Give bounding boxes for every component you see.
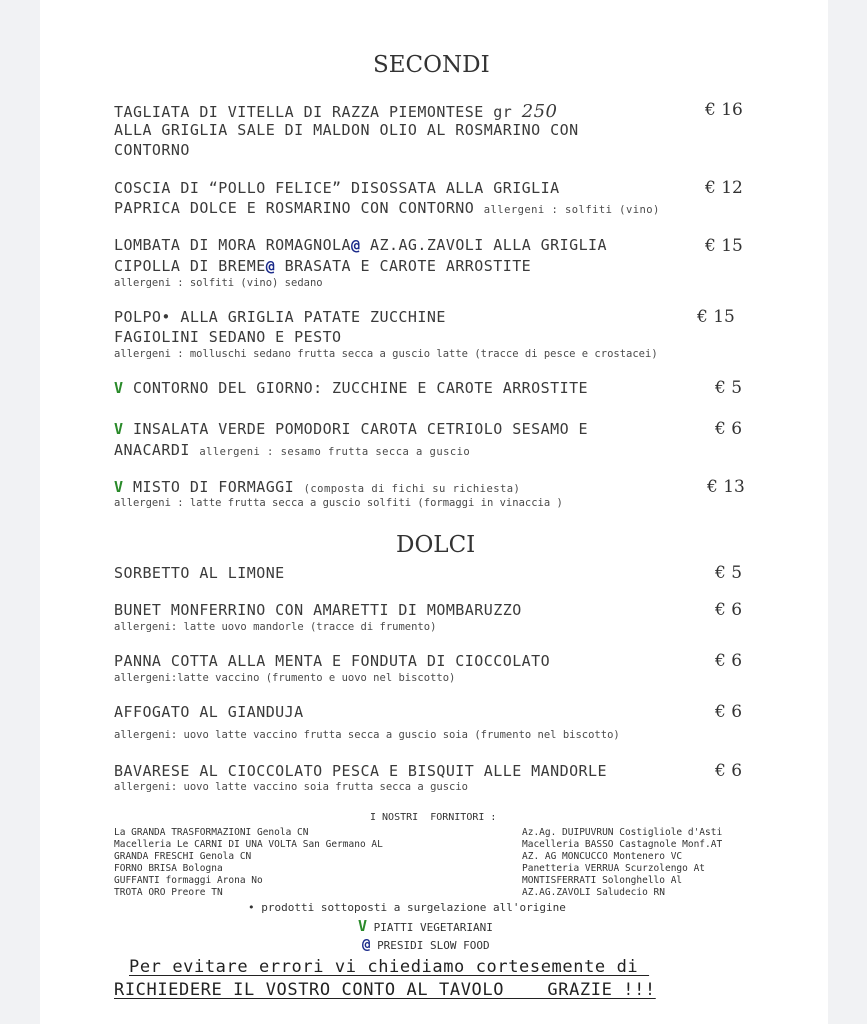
- menu-item-affogato: AFFOGATO AL GIANDUJA: [114, 703, 304, 721]
- menu-item-sorbetto: SORBETTO AL LIMONE: [114, 564, 285, 582]
- supplier-left: FORNO BRISA Bologna: [114, 863, 223, 874]
- item-price: € 12: [705, 178, 743, 198]
- item-price: € 6: [715, 761, 743, 781]
- item-text: CONTORNO DEL GIORNO: ZUCCHINE E CAROTE ARROSTITE: [123, 379, 589, 397]
- item-line: CONTORNO: [114, 141, 190, 159]
- item-price: € 6: [715, 651, 743, 671]
- section-title-secondi: SECONDI: [373, 52, 490, 78]
- vegetarian-icon: V: [114, 379, 124, 397]
- footer-line-1: Per evitare errori vi chiediamo cortesemente di: [129, 957, 650, 977]
- item-text: PAPRICA DOLCE E ROSMARINO CON CONTORNO: [114, 199, 484, 217]
- vegetarian-icon: V: [358, 917, 368, 935]
- supplier-left: GRANDA FRESCHI Genola CN: [114, 851, 252, 862]
- menu-item-bunet: BUNET MONFERRINO CON AMARETTI DI MOMBARUZZO: [114, 601, 522, 619]
- suppliers-title: I NOSTRI FORNITORI :: [370, 812, 497, 823]
- item-line: [114, 199, 660, 217]
- item-text: ANACARDI: [114, 441, 200, 459]
- supplier-right: Macelleria BASSO Castagnole Monf.AT: [522, 839, 723, 850]
- item-price: € 13: [707, 477, 745, 497]
- footer-line-2: RICHIEDERE IL VOSTRO CONTO AL TAVOLO GRAZIE !!!: [114, 980, 656, 1000]
- item-allergens: allergeni : solfiti (vino): [483, 204, 660, 216]
- legend-presidi: [362, 937, 490, 953]
- menu-item-polpo: POLPO• ALLA GRIGLIA PATATE ZUCCHINE: [114, 308, 446, 326]
- item-price: € 5: [715, 563, 743, 583]
- legend-vegetarian: [358, 917, 493, 935]
- item-line: FAGIOLINI SEDANO E PESTO: [114, 328, 342, 346]
- item-text: CIPOLLA DI BREME: [114, 257, 266, 275]
- menu-item-tagliata: [114, 101, 557, 122]
- frozen-note: • prodotti sottoposti a surgelazione all'origine: [248, 901, 566, 914]
- menu-page: [40, 0, 828, 1024]
- supplier-right: AZ. AG MONCUCCO Montenero VC: [522, 851, 683, 862]
- item-line: [114, 441, 470, 459]
- legend-label: PIATTI VEGETARIANI: [373, 921, 493, 934]
- menu-item-coscia-pollo: COSCIA DI “POLLO FELICE” DISOSSATA ALLA GRIGLIA: [114, 179, 560, 197]
- menu-item-lombata: [114, 236, 607, 254]
- supplier-left: Macelleria Le CARNI DI UNA VOLTA San Germano AL: [114, 839, 383, 850]
- section-title-dolci: DOLCI: [396, 532, 476, 558]
- item-allergens: allergeni : latte frutta secca a guscio solfiti (formaggi in vinaccia ): [114, 497, 563, 509]
- item-text: INSALATA VERDE POMODORI CAROTA CETRIOLO SESAMO E: [123, 420, 589, 438]
- item-price: € 5: [715, 378, 743, 398]
- vegetarian-icon: V: [114, 420, 124, 438]
- item-price: € 6: [715, 702, 743, 722]
- item-allergens: allergeni : sesamo frutta secca a guscio: [199, 446, 471, 458]
- menu-item-panna-cotta: PANNA COTTA ALLA MENTA E FONDUTA DI CIOCCOLATO: [114, 652, 551, 670]
- item-text: LOMBATA DI MORA ROMAGNOLA: [114, 236, 352, 254]
- item-allergens: allergeni: uovo latte vaccino frutta secca a guscio soia (frumento nel biscotto): [114, 729, 620, 741]
- item-price: € 16: [705, 100, 743, 120]
- supplier-left: GUFFANTI formaggi Arona No: [114, 875, 263, 886]
- supplier-right: Panetteria VERRUA Scurzolengo At: [522, 863, 706, 874]
- item-weight: 250: [521, 101, 558, 122]
- menu-item-contorno: [114, 379, 588, 397]
- item-line: ALLA GRIGLIA SALE DI MALDON OLIO AL ROSMARINO CON: [114, 121, 579, 139]
- item-price: € 6: [715, 419, 743, 439]
- item-allergens: allergeni:latte vaccino (frumento e uovo nel biscotto): [114, 672, 456, 684]
- presidio-icon: @: [362, 937, 371, 953]
- supplier-left: TROTA ORO Preore TN: [114, 887, 223, 898]
- item-text: BRASATA E CAROTE ARROSTITE: [275, 257, 532, 275]
- menu-item-formaggi: [114, 478, 520, 496]
- menu-item-bavarese: BAVARESE AL CIOCCOLATO PESCA E BISQUIT ALLE MANDORLE: [114, 762, 607, 780]
- item-allergens: allergeni: latte uovo mandorle (tracce di frumento): [114, 621, 437, 633]
- vegetarian-icon: V: [114, 478, 124, 496]
- presidio-icon: @: [265, 257, 276, 275]
- legend-label: PRESIDI SLOW FOOD: [377, 939, 490, 952]
- item-text: AZ.AG.ZAVOLI ALLA GRIGLIA: [360, 236, 608, 254]
- supplier-right: AZ.AG.ZAVOLI Saludecio RN: [522, 887, 665, 898]
- item-allergens: allergeni : molluschi sedano frutta secca a guscio latte (tracce di pesce e crostacei): [114, 348, 658, 360]
- menu-item-insalata: [114, 420, 588, 438]
- supplier-left: La GRANDA TRASFORMAZIONI Genola CN: [114, 827, 309, 838]
- item-price: € 6: [715, 600, 743, 620]
- item-line: TAGLIATA DI VITELLA DI RAZZA PIEMONTESE gr: [114, 103, 522, 121]
- item-text: MISTO DI FORMAGGI: [123, 478, 304, 496]
- item-note: (composta di fichi su richiesta): [303, 483, 521, 495]
- item-line: [114, 257, 531, 275]
- item-allergens: allergeni: uovo latte vaccino soia frutta secca a guscio: [114, 781, 469, 793]
- supplier-right: Az.Ag. DUIPUVRUN Costigliole d'Asti: [522, 827, 723, 838]
- presidio-icon: @: [351, 236, 361, 254]
- supplier-right: MONTISFERRATI Solonghello Al: [522, 875, 683, 886]
- item-price: € 15: [705, 236, 743, 256]
- item-price: € 15: [697, 307, 735, 327]
- item-allergens: allergeni : solfiti (vino) sedano: [114, 277, 323, 289]
